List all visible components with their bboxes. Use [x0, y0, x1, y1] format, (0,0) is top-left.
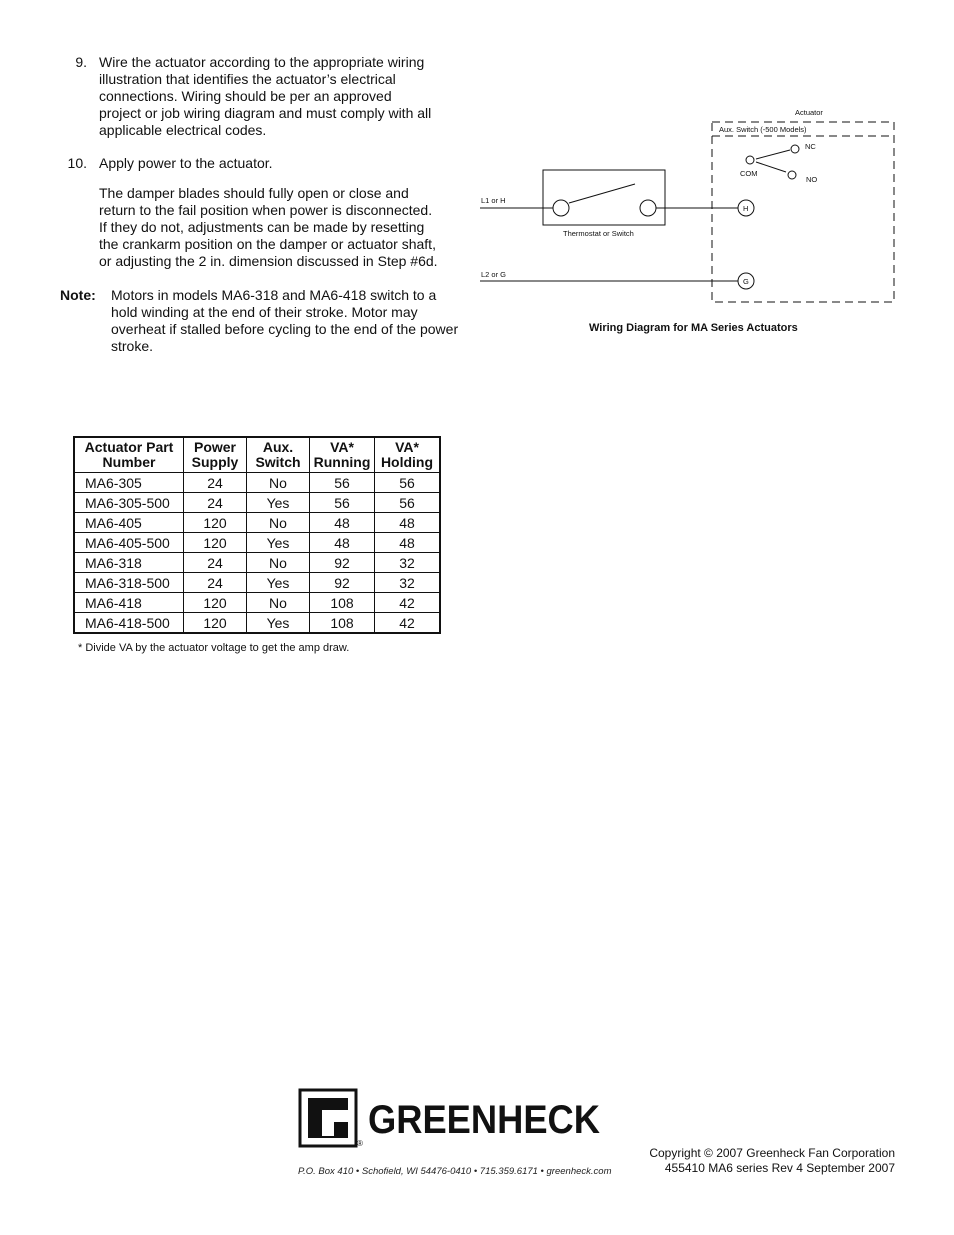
part-number-cell: MA6-405-500	[74, 533, 184, 553]
table-row	[74, 613, 440, 634]
actuator-spec-table	[73, 436, 441, 634]
va-running-cell: 92	[310, 553, 375, 573]
va-running-cell: 56	[310, 473, 375, 493]
table-header-row	[74, 437, 440, 473]
table-row	[74, 513, 440, 533]
greenheck-logo	[298, 1088, 608, 1150]
step-text: Wire the actuator according to the appropriate wiring illustration that identifies the actuator’s electrical connections. Wiring should be per an approved project or job wiring diagram and must comply with all applicable electrical codes.	[99, 54, 432, 138]
power-supply-cell: 24	[184, 573, 247, 593]
note-label: Note:	[60, 287, 96, 303]
copyright-text: Copyright © 2007 Greenheck Fan Corporation	[649, 1146, 895, 1160]
va-holding-cell: 56	[375, 493, 441, 513]
part-number-cell: MA6-305-500	[74, 493, 184, 513]
aux-switch-cell: No	[247, 553, 310, 573]
footer-address: P.O. Box 410 • Schofield, WI 54476-0410 • 715.359.6171 • greenheck.com	[298, 1166, 612, 1177]
va-holding-cell: 48	[375, 513, 441, 533]
column-header: VA* Holding	[375, 437, 441, 473]
com-label: COM	[740, 169, 758, 178]
power-supply-cell: 120	[184, 613, 247, 634]
aux-terminal-nc	[791, 145, 799, 153]
aux-switch-cell: Yes	[247, 573, 310, 593]
power-supply-cell: 120	[184, 513, 247, 533]
aux-switch-cell: No	[247, 473, 310, 493]
va-holding-cell: 48	[375, 533, 441, 553]
table-row	[74, 553, 440, 573]
footer-copyright-block	[649, 1146, 895, 1176]
va-holding-cell: 56	[375, 473, 441, 493]
aux-switch-cell: Yes	[247, 613, 310, 634]
note-text: Motors in models MA6-318 and MA6-418 switch to a hold winding at the end of their stroke. Motor may overheat if stalled before cycling to the end of the power stroke.	[111, 287, 459, 354]
va-running-cell: 92	[310, 573, 375, 593]
va-holding-cell: 42	[375, 613, 441, 634]
column-header: Power Supply	[184, 437, 247, 473]
part-number-cell: MA6-318-500	[74, 573, 184, 593]
g-terminal-label: G	[743, 277, 749, 286]
aux-switch-cell: Yes	[247, 533, 310, 553]
actuator-label: Actuator	[795, 108, 823, 117]
table-row	[74, 493, 440, 513]
table-row	[74, 473, 440, 493]
va-holding-cell: 32	[375, 573, 441, 593]
aux-switch-cell: Yes	[247, 493, 310, 513]
va-running-cell: 56	[310, 493, 375, 513]
aux-switch-no-leg	[756, 162, 786, 172]
thermostat-terminal-left	[553, 200, 569, 216]
va-holding-cell: 42	[375, 593, 441, 613]
table-row	[74, 593, 440, 613]
power-supply-cell: 24	[184, 493, 247, 513]
h-terminal-label: H	[743, 204, 749, 213]
part-number-cell: MA6-318	[74, 553, 184, 573]
logo-mark-letterform	[308, 1098, 348, 1138]
l1-label: L1 or H	[481, 196, 506, 205]
power-supply-cell: 24	[184, 553, 247, 573]
aux-switch-arm	[756, 150, 790, 159]
thermostat-terminal-right	[640, 200, 656, 216]
part-number-cell: MA6-418	[74, 593, 184, 613]
column-header: Actuator Part Number	[74, 437, 184, 473]
column-header: Aux. Switch	[247, 437, 310, 473]
aux-terminal-no	[788, 171, 796, 179]
va-running-cell: 48	[310, 513, 375, 533]
va-running-cell: 108	[310, 613, 375, 634]
logo-wordmark: GREENHECK	[368, 1098, 601, 1142]
nc-label: NC	[805, 142, 816, 151]
power-supply-cell: 120	[184, 593, 247, 613]
table-footnote: * Divide VA by the actuator voltage to get the amp draw.	[78, 642, 350, 654]
l2-label: L2 or G	[481, 270, 507, 279]
aux-terminal-com	[746, 156, 754, 164]
aux-switch-cell: No	[247, 593, 310, 613]
va-running-cell: 48	[310, 533, 375, 553]
wiring-caption: Wiring Diagram for MA Series Actuators	[589, 322, 798, 334]
aux-switch-label: Aux. Switch (-500 Models)	[719, 125, 807, 134]
aux-switch-cell: No	[247, 513, 310, 533]
column-header: VA* Running	[310, 437, 375, 473]
table-row	[74, 533, 440, 553]
va-holding-cell: 32	[375, 553, 441, 573]
va-running-cell: 108	[310, 593, 375, 613]
step-number: 10.	[67, 155, 87, 171]
registered-mark: ®	[357, 1139, 363, 1148]
power-supply-cell: 24	[184, 473, 247, 493]
thermostat-box	[543, 170, 665, 225]
switch-arm	[569, 184, 635, 203]
step-text: Apply power to the actuator.	[99, 155, 273, 171]
document-reference: 455410 MA6 series Rev 4 September 2007	[664, 1161, 895, 1175]
thermostat-label: Thermostat or Switch	[563, 229, 634, 238]
part-number-cell: MA6-305	[74, 473, 184, 493]
step-number: 9.	[75, 54, 87, 70]
step-text: The damper blades should fully open or close and return to the fail position when power is disconnected. If they do not, adjustments can be made by resetting the crankarm position on the damper or actuator shaft, or adjusting the 2 in. dimension discussed in Step #6d.	[99, 185, 438, 269]
part-number-cell: MA6-418-500	[74, 613, 184, 634]
table-row	[74, 573, 440, 593]
no-label: NO	[806, 175, 818, 184]
part-number-cell: MA6-405	[74, 513, 184, 533]
wiring-diagram	[470, 100, 910, 315]
power-supply-cell: 120	[184, 533, 247, 553]
